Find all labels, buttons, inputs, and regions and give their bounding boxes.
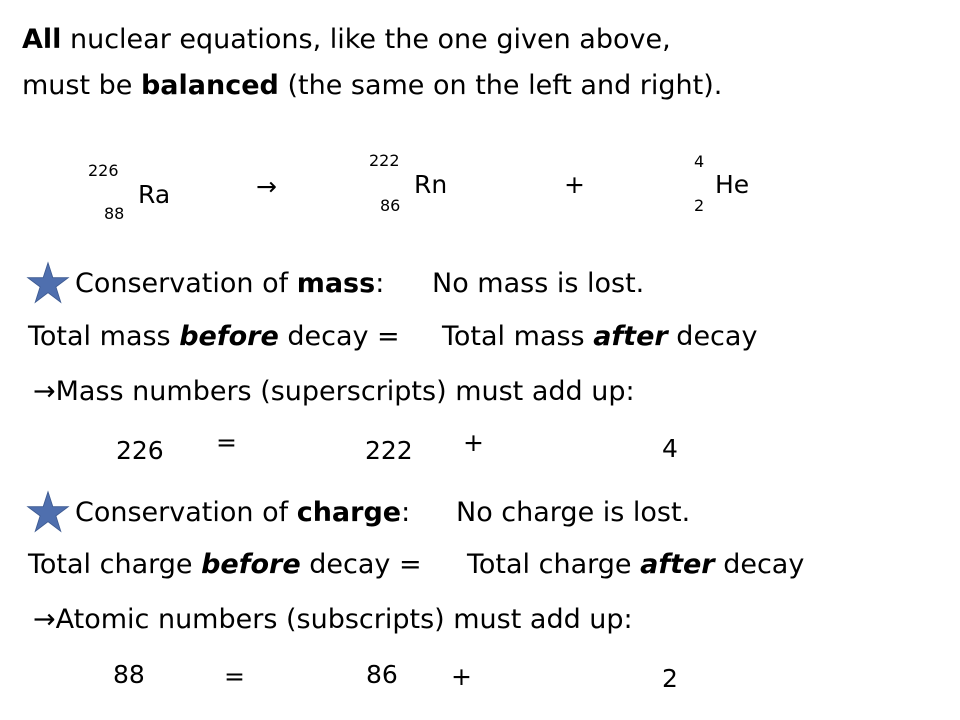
ra-mass-number: 226	[88, 161, 119, 180]
mass-total-after	[442, 323, 757, 350]
mass-sum-left: 226	[116, 436, 164, 465]
equation-plus: +	[564, 170, 585, 199]
ra-atomic-number: 88	[104, 204, 125, 223]
charge-total-before-em: before	[201, 549, 301, 580]
mass-sum-mid: 222	[365, 436, 413, 465]
charge-total-c: Total charge	[467, 549, 641, 580]
mass-rule	[33, 378, 635, 405]
intro-line-2-rest: (the same on the left and right).	[278, 70, 723, 101]
rn-symbol: Rn	[414, 170, 448, 199]
mass-heading-bold: mass	[296, 268, 376, 299]
charge-total-before	[28, 551, 422, 578]
intro-line-1-rest: nuclear equations, like the one given above,	[61, 24, 671, 55]
rn-mass-number: 222	[369, 151, 400, 170]
charge-rule-text: Atomic numbers (subscripts) must add up:	[55, 604, 633, 635]
mass-total-b: decay =	[278, 321, 400, 352]
charge-rule	[33, 606, 633, 633]
mass-heading-note: No mass is lost.	[432, 268, 645, 299]
charge-rule-arrow: →	[33, 604, 56, 635]
intro-line-2	[22, 72, 722, 99]
he-mass-number: 4	[694, 152, 705, 171]
charge-heading-colon: :	[401, 497, 411, 528]
charge-total-d: decay	[714, 549, 805, 580]
charge-sum-equals: =	[224, 662, 245, 691]
intro-balanced: balanced	[140, 70, 279, 101]
mass-heading-colon: :	[375, 268, 385, 299]
mass-rule-text: Mass numbers (superscripts) must add up:	[55, 376, 635, 407]
mass-total-after-em: after	[593, 321, 668, 352]
mass-heading-pre: Conservation of	[75, 268, 297, 299]
mass-total-c: Total mass	[442, 321, 594, 352]
mass-total-d: decay	[667, 321, 758, 352]
ra-symbol: Ra	[138, 180, 171, 209]
mass-sum-plus: +	[463, 428, 484, 457]
mass-total-a: Total mass	[28, 321, 180, 352]
star-icon	[26, 261, 70, 305]
mass-sum-right: 4	[662, 434, 678, 463]
charge-total-b: decay =	[300, 549, 422, 580]
charge-sum-plus: +	[451, 662, 472, 691]
he-atomic-number: 2	[694, 196, 705, 215]
intro-all: All	[22, 24, 62, 55]
reaction-arrow: →	[256, 172, 277, 201]
intro-line-2-pre: must be	[22, 70, 141, 101]
rn-atomic-number: 86	[380, 196, 401, 215]
charge-heading-bold: charge	[296, 497, 402, 528]
charge-sum-mid: 86	[366, 660, 398, 689]
charge-sum-right: 2	[662, 664, 678, 693]
charge-heading-pre: Conservation of	[75, 497, 297, 528]
charge-heading	[75, 499, 410, 526]
charge-total-a: Total charge	[28, 549, 202, 580]
intro-line-1	[22, 26, 671, 53]
mass-rule-arrow: →	[33, 376, 56, 407]
mass-heading	[75, 270, 384, 297]
charge-total-after-em: after	[640, 549, 715, 580]
star-icon	[26, 490, 70, 534]
charge-total-after	[467, 551, 804, 578]
mass-total-before-em: before	[179, 321, 279, 352]
mass-sum-equals: =	[216, 428, 237, 457]
he-symbol: He	[715, 170, 750, 199]
charge-heading-note: No charge is lost.	[456, 497, 691, 528]
mass-total-before	[28, 323, 400, 350]
charge-sum-left: 88	[113, 660, 145, 689]
